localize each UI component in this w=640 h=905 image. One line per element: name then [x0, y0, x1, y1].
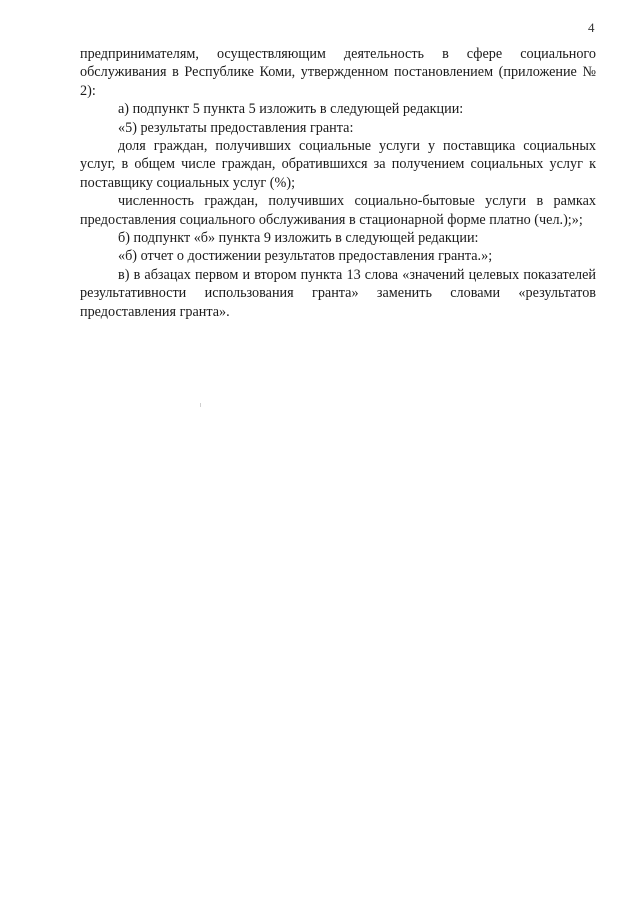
paragraph-indicator-count: численность граждан, получивших социально-бытовые услуги в рамках предоставления социального обслуживания в стационарной форме платно (чел.);»; — [80, 193, 596, 228]
scan-speck — [200, 403, 201, 407]
paragraph-item-b: б) подпункт «б» пункта 9 изложить в следующей редакции: — [118, 230, 479, 247]
paragraph-subitem-b: «б) отчет о достижении результатов предоставления гранта.»; — [118, 248, 493, 265]
paragraph-indicator-share: доля граждан, получивших социальные услуги у поставщика социальных услуг, в общем числе граждан, обратившихся за получением социальных услуг к поставщику социальных услуг (%); — [80, 138, 596, 191]
paragraph-item-v: в) в абзацах первом и втором пункта 13 слова «значений целевых показателей результативности использования гранта» заменить словами «результатов предоставления гранта». — [80, 266, 596, 320]
page-number: 4 — [588, 20, 595, 35]
paragraph-subitem-5: «5) результаты предоставления гранта: — [118, 119, 354, 136]
paragraph-item-a: а) подпункт 5 пункта 5 изложить в следующей редакции: — [118, 101, 464, 118]
paragraph-continuation: предпринимателям, осуществляющим деятельность в сфере социального обслуживания в Республике Коми, утвержденном постановлением (приложение № 2): — [80, 46, 596, 99]
document-body — [80, 45, 596, 321]
